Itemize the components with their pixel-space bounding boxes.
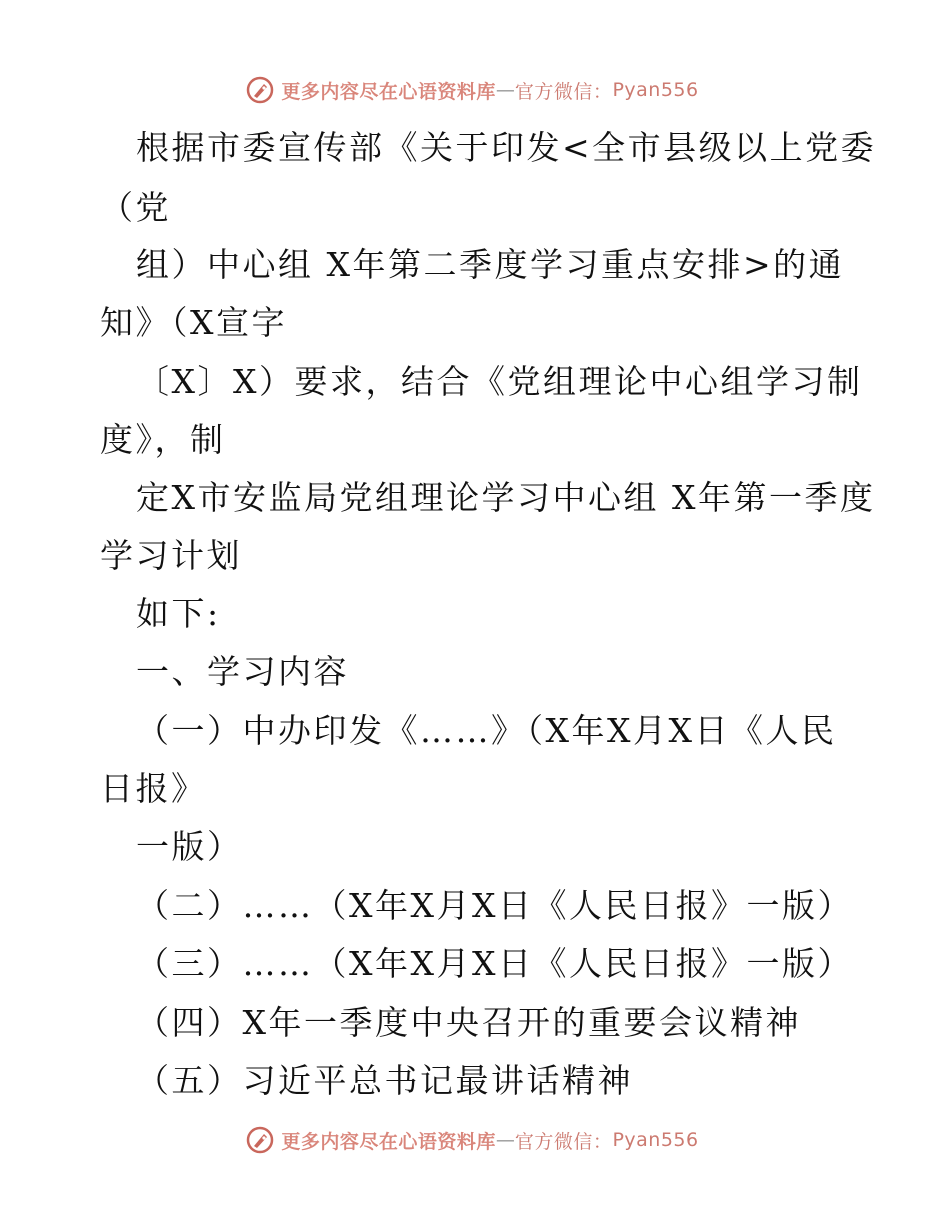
watermark-banner-bottom [0, 1120, 950, 1160]
paragraph-line: 〔X〕X）要求，结合《党组理论中心组学习制 [136, 362, 863, 401]
paragraph-line: 组）中心组 X年第二季度学习重点安排>的通 [136, 245, 845, 284]
watermark-separator: — [495, 1129, 515, 1151]
paragraph-line: 根据市委宣传部《关于印发<全市县级以上党委 [136, 128, 877, 167]
list-item: （五）习近平总书记最讲话精神 [136, 1061, 633, 1100]
paragraph-line: 度》，制 [100, 420, 226, 459]
paragraph-line: 定X市安监局党组理论学习中心组 X年第一季度 [136, 478, 876, 517]
watermark-wechat-label: 官方微信： [514, 80, 613, 103]
paragraph-line: 知》（X宣字 [100, 303, 287, 342]
paragraph-line: 学习计划 [100, 536, 242, 575]
watermark-banner-top [0, 70, 950, 110]
list-item: （一）中办印发《……》（X年X月X日《人民 [136, 711, 837, 750]
watermark-site-text: 更多内容尽在心语资料库 [281, 1130, 496, 1153]
list-item: （二）……（X年X月X日《人民日报》一版） [136, 886, 853, 925]
paragraph-line: 如下: [136, 594, 221, 633]
watermark-separator: — [495, 79, 515, 101]
list-item: （三）……（X年X月X日《人民日报》一版） [136, 944, 853, 983]
paragraph-line: （党 [100, 188, 171, 227]
list-item-continuation: 日报》 [100, 769, 207, 808]
pen-nib-seal-icon [245, 1125, 275, 1155]
section-heading: 一、学习内容 [136, 652, 349, 691]
list-item: （四）X年一季度中央召开的重要会议精神 [136, 1003, 801, 1042]
watermark-wechat-id: Pyan556 [612, 79, 699, 101]
watermark-wechat-id: Pyan556 [612, 1129, 699, 1151]
list-item-continuation: 一版） [136, 827, 243, 866]
watermark-wechat-label: 官方微信： [514, 1130, 613, 1153]
watermark-site-text: 更多内容尽在心语资料库 [281, 80, 496, 103]
pen-nib-seal-icon [245, 75, 275, 105]
